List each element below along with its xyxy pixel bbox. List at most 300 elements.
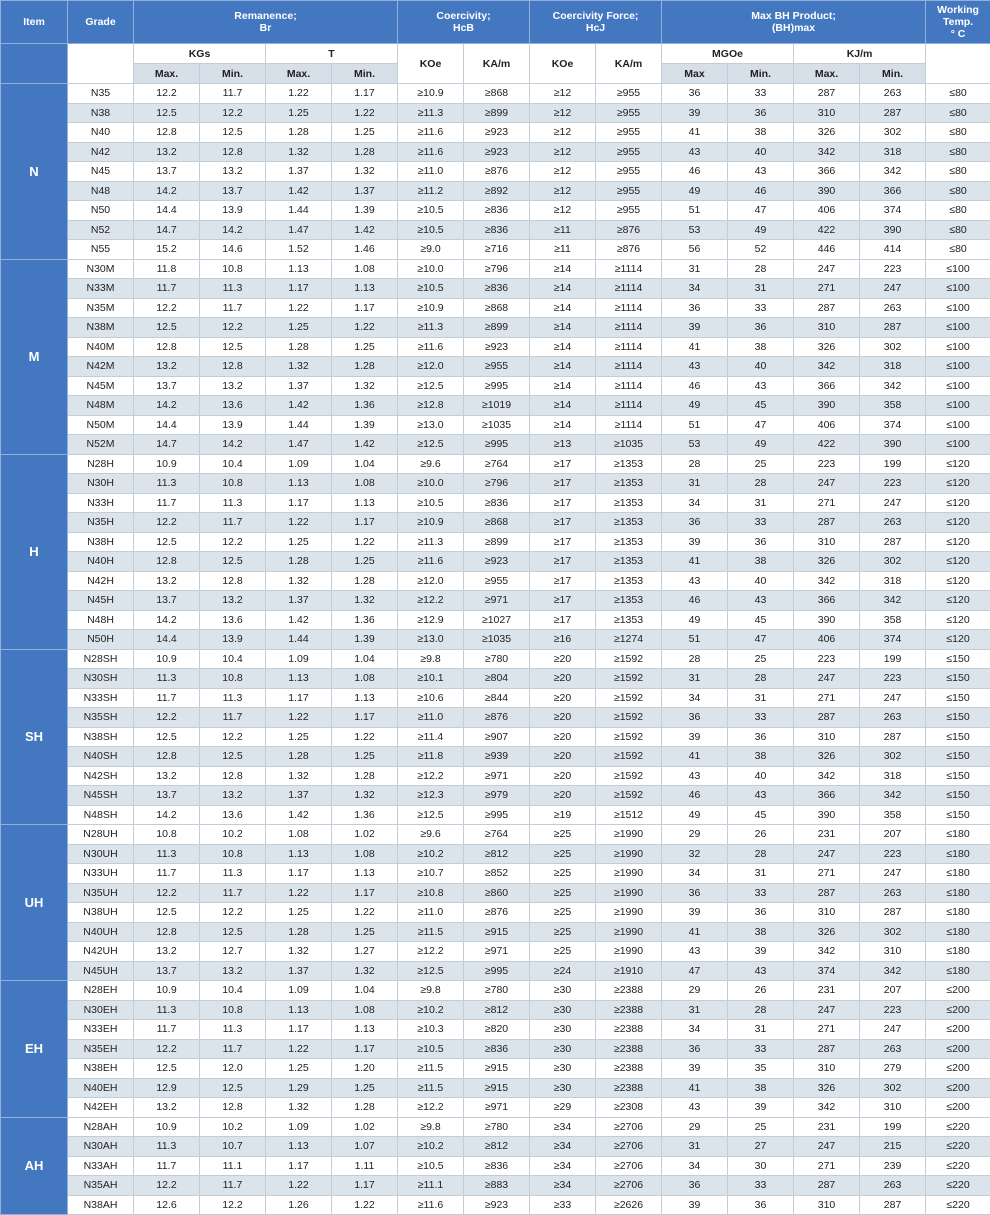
cell-bh-kjm-min: 247 [860,1020,926,1040]
cell-br-t-min: 1.28 [332,357,398,377]
cell-bh-kjm-min: 247 [860,864,926,884]
cell-hcb-kam: ≥852 [464,864,530,884]
table-row [1,162,990,182]
cell-hcj-koe: ≥30 [530,1078,596,1098]
cell-hcb-koe: ≥10.0 [398,474,464,494]
cell-hcj-kam: ≥2388 [596,1078,662,1098]
cell-bh-kjm-max: 342 [794,571,860,591]
cell-br-kgs-max: 10.8 [134,825,200,845]
cell-br-t-min: 1.46 [332,240,398,260]
header-t-max: Max. [266,64,332,84]
cell-hcb-kam: ≥804 [464,669,530,689]
cell-bh-kjm-min: 287 [860,1195,926,1215]
cell-hcb-koe: ≥10.5 [398,1039,464,1059]
cell-br-kgs-max: 12.2 [134,708,200,728]
cell-hcj-kam: ≥1114 [596,376,662,396]
cell-hcb-kam: ≥836 [464,1039,530,1059]
cell-hcj-kam: ≥1990 [596,942,662,962]
table-row [1,922,990,942]
cell-hcj-kam: ≥1114 [596,415,662,435]
cell-hcj-koe: ≥16 [530,630,596,650]
cell-hcb-koe: ≥11.6 [398,337,464,357]
cell-working-temp: ≤100 [926,435,990,455]
cell-br-kgs-max: 13.2 [134,142,200,162]
cell-br-kgs-min: 10.8 [200,259,266,279]
cell-hcb-koe: ≥12.2 [398,591,464,611]
cell-hcb-koe: ≥10.5 [398,220,464,240]
cell-working-temp: ≤80 [926,220,990,240]
cell-br-t-max: 1.28 [266,552,332,572]
table-row [1,181,990,201]
cell-hcj-kam: ≥1990 [596,844,662,864]
cell-grade: N40 [68,123,134,143]
cell-br-kgs-min: 12.2 [200,103,266,123]
cell-hcb-kam: ≥716 [464,240,530,260]
cell-hcb-kam: ≥899 [464,103,530,123]
cell-br-t-max: 1.32 [266,357,332,377]
cell-bh-kjm-max: 326 [794,337,860,357]
cell-hcj-koe: ≥12 [530,181,596,201]
cell-br-t-min: 1.13 [332,864,398,884]
cell-br-t-max: 1.25 [266,903,332,923]
cell-br-kgs-max: 13.2 [134,766,200,786]
cell-br-kgs-min: 10.2 [200,825,266,845]
table-row [1,454,990,474]
cell-bh-kjm-max: 342 [794,766,860,786]
cell-hcj-koe: ≥17 [530,454,596,474]
cell-hcb-koe: ≥10.5 [398,201,464,221]
cell-bh-mgoe-min: 52 [728,240,794,260]
cell-grade: N33UH [68,864,134,884]
cell-bh-mgoe-min: 36 [728,903,794,923]
cell-hcb-koe: ≥12.3 [398,786,464,806]
cell-br-kgs-min: 13.9 [200,201,266,221]
cell-hcj-kam: ≥955 [596,103,662,123]
cell-hcb-kam: ≥796 [464,259,530,279]
cell-bh-mgoe-max: 31 [662,259,728,279]
cell-working-temp: ≤220 [926,1137,990,1157]
table-row [1,805,990,825]
cell-bh-mgoe-min: 36 [728,532,794,552]
cell-bh-mgoe-max: 34 [662,864,728,884]
cell-br-kgs-min: 11.3 [200,493,266,513]
cell-bh-mgoe-max: 46 [662,786,728,806]
cell-bh-mgoe-max: 36 [662,1039,728,1059]
cell-br-t-max: 1.22 [266,84,332,104]
table-row [1,825,990,845]
cell-grade: N42UH [68,942,134,962]
cell-hcj-koe: ≥14 [530,415,596,435]
cell-br-t-max: 1.37 [266,786,332,806]
cell-hcj-kam: ≥1990 [596,903,662,923]
cell-bh-kjm-min: 342 [860,376,926,396]
cell-br-t-min: 1.25 [332,747,398,767]
cell-hcj-kam: ≥1990 [596,825,662,845]
cell-br-kgs-min: 12.5 [200,337,266,357]
cell-bh-mgoe-min: 38 [728,123,794,143]
cell-hcj-koe: ≥20 [530,766,596,786]
cell-hcb-kam: ≥892 [464,181,530,201]
table-row [1,493,990,513]
cell-bh-kjm-min: 342 [860,591,926,611]
cell-bh-mgoe-max: 46 [662,162,728,182]
cell-working-temp: ≤80 [926,162,990,182]
cell-hcj-koe: ≥12 [530,142,596,162]
cell-working-temp: ≤180 [926,922,990,942]
header-kjm: KJ/m [794,44,926,64]
cell-hcb-kam: ≥876 [464,708,530,728]
cell-hcb-koe: ≥10.1 [398,669,464,689]
cell-br-t-max: 1.13 [266,474,332,494]
cell-hcb-kam: ≥1035 [464,630,530,650]
cell-bh-kjm-min: 279 [860,1059,926,1079]
cell-br-kgs-min: 11.3 [200,864,266,884]
cell-br-kgs-max: 13.2 [134,571,200,591]
header-coercivity: Coercivity; HcB [398,1,530,44]
cell-bh-mgoe-max: 46 [662,591,728,611]
cell-bh-mgoe-min: 31 [728,279,794,299]
table-row [1,357,990,377]
table-row [1,844,990,864]
table-row [1,1078,990,1098]
cell-hcj-kam: ≥955 [596,123,662,143]
cell-grade: N35AH [68,1176,134,1196]
cell-hcj-kam: ≥2388 [596,1059,662,1079]
cell-hcb-kam: ≥764 [464,454,530,474]
cell-hcb-kam: ≥971 [464,942,530,962]
cell-br-t-max: 1.44 [266,630,332,650]
cell-br-kgs-min: 14.2 [200,435,266,455]
cell-bh-kjm-min: 390 [860,435,926,455]
cell-hcb-kam: ≥812 [464,1137,530,1157]
cell-br-kgs-max: 12.8 [134,922,200,942]
table-row [1,864,990,884]
cell-hcb-koe: ≥11.5 [398,1059,464,1079]
cell-br-kgs-max: 11.7 [134,864,200,884]
header-item: Item [1,1,68,44]
cell-hcb-kam: ≥812 [464,844,530,864]
cell-working-temp: ≤100 [926,376,990,396]
cell-bh-mgoe-min: 47 [728,630,794,650]
cell-bh-mgoe-min: 49 [728,435,794,455]
header-kgs-max: Max. [134,64,200,84]
cell-hcb-koe: ≥9.8 [398,1117,464,1137]
cell-hcb-kam: ≥955 [464,571,530,591]
cell-working-temp: ≤150 [926,688,990,708]
cell-br-kgs-min: 12.8 [200,571,266,591]
cell-grade: N28EH [68,981,134,1001]
cell-working-temp: ≤150 [926,805,990,825]
cell-working-temp: ≤220 [926,1117,990,1137]
cell-br-t-min: 1.22 [332,1195,398,1215]
cell-bh-kjm-max: 446 [794,240,860,260]
cell-br-kgs-max: 12.2 [134,883,200,903]
table-row [1,961,990,981]
cell-bh-mgoe-min: 28 [728,1000,794,1020]
cell-hcj-koe: ≥17 [530,552,596,572]
cell-bh-mgoe-max: 34 [662,493,728,513]
cell-hcb-kam: ≥860 [464,883,530,903]
cell-bh-mgoe-min: 31 [728,1020,794,1040]
cell-hcj-kam: ≥1990 [596,864,662,884]
cell-br-kgs-min: 12.2 [200,318,266,338]
cell-br-t-max: 1.37 [266,162,332,182]
header-t: T [266,44,398,64]
cell-bh-mgoe-min: 36 [728,727,794,747]
cell-br-kgs-min: 11.7 [200,1176,266,1196]
cell-hcb-kam: ≥995 [464,435,530,455]
cell-grade: N38EH [68,1059,134,1079]
cell-grade: N45M [68,376,134,396]
cell-hcb-koe: ≥12.9 [398,610,464,630]
cell-br-kgs-min: 12.2 [200,727,266,747]
cell-br-t-min: 1.02 [332,1117,398,1137]
cell-hcb-kam: ≥1027 [464,610,530,630]
cell-br-kgs-min: 12.5 [200,922,266,942]
cell-bh-kjm-min: 374 [860,415,926,435]
cell-hcb-kam: ≥907 [464,727,530,747]
cell-grade: N38SH [68,727,134,747]
cell-hcj-koe: ≥14 [530,357,596,377]
cell-br-t-min: 1.37 [332,181,398,201]
cell-working-temp: ≤120 [926,630,990,650]
cell-working-temp: ≤200 [926,981,990,1001]
cell-bh-mgoe-min: 43 [728,961,794,981]
cell-hcj-kam: ≥1990 [596,922,662,942]
cell-br-t-max: 1.44 [266,201,332,221]
table-row [1,84,990,104]
cell-bh-kjm-min: 223 [860,844,926,864]
cell-working-temp: ≤80 [926,201,990,221]
header-t-min: Min. [332,64,398,84]
cell-bh-kjm-max: 422 [794,220,860,240]
table-row [1,883,990,903]
cell-bh-mgoe-max: 36 [662,1176,728,1196]
cell-grade: N35EH [68,1039,134,1059]
cell-hcb-kam: ≥971 [464,766,530,786]
cell-bh-mgoe-max: 36 [662,298,728,318]
cell-grade: N38AH [68,1195,134,1215]
cell-br-t-min: 1.28 [332,571,398,591]
cell-bh-kjm-max: 310 [794,103,860,123]
cell-hcb-koe: ≥10.0 [398,259,464,279]
cell-br-kgs-max: 12.8 [134,747,200,767]
cell-br-t-min: 1.22 [332,318,398,338]
cell-hcj-koe: ≥29 [530,1098,596,1118]
cell-hcb-kam: ≥836 [464,201,530,221]
cell-bh-mgoe-min: 38 [728,922,794,942]
cell-bh-mgoe-min: 45 [728,610,794,630]
cell-bh-mgoe-max: 56 [662,240,728,260]
cell-working-temp: ≤220 [926,1195,990,1215]
cell-bh-kjm-max: 223 [794,649,860,669]
cell-working-temp: ≤120 [926,454,990,474]
cell-br-t-min: 1.08 [332,259,398,279]
table-row [1,474,990,494]
cell-hcj-koe: ≥14 [530,298,596,318]
cell-bh-mgoe-max: 36 [662,84,728,104]
cell-br-t-max: 1.22 [266,1176,332,1196]
table-row [1,727,990,747]
cell-bh-kjm-max: 287 [794,298,860,318]
cell-br-kgs-min: 12.7 [200,942,266,962]
cell-br-t-min: 1.42 [332,220,398,240]
cell-grade: N45 [68,162,134,182]
cell-grade: N30M [68,259,134,279]
cell-hcj-koe: ≥25 [530,844,596,864]
cell-working-temp: ≤150 [926,708,990,728]
cell-bh-mgoe-min: 45 [728,805,794,825]
cell-working-temp: ≤180 [926,961,990,981]
cell-hcj-koe: ≥13 [530,435,596,455]
cell-bh-mgoe-min: 46 [728,181,794,201]
cell-grade: N33M [68,279,134,299]
cell-working-temp: ≤180 [926,883,990,903]
table-row [1,786,990,806]
cell-bh-kjm-min: 310 [860,942,926,962]
cell-br-kgs-min: 11.7 [200,883,266,903]
cell-hcj-kam: ≥955 [596,84,662,104]
cell-hcb-kam: ≥923 [464,337,530,357]
cell-br-t-min: 1.32 [332,591,398,611]
cell-hcj-kam: ≥1114 [596,259,662,279]
cell-working-temp: ≤150 [926,727,990,747]
cell-br-kgs-min: 10.4 [200,649,266,669]
cell-bh-mgoe-min: 36 [728,1195,794,1215]
cell-br-kgs-min: 11.7 [200,84,266,104]
cell-bh-kjm-min: 318 [860,571,926,591]
cell-hcj-koe: ≥25 [530,942,596,962]
cell-hcb-koe: ≥11.0 [398,708,464,728]
cell-hcj-koe: ≥30 [530,1000,596,1020]
table-row [1,688,990,708]
cell-hcj-kam: ≥1512 [596,805,662,825]
cell-br-t-max: 1.37 [266,376,332,396]
cell-br-kgs-min: 13.2 [200,961,266,981]
cell-working-temp: ≤80 [926,103,990,123]
cell-br-t-min: 1.07 [332,1137,398,1157]
cell-hcb-koe: ≥10.2 [398,1000,464,1020]
cell-hcb-kam: ≥836 [464,493,530,513]
cell-working-temp: ≤80 [926,181,990,201]
cell-hcj-koe: ≥17 [530,591,596,611]
cell-bh-kjm-max: 366 [794,786,860,806]
cell-hcj-kam: ≥1592 [596,669,662,689]
table-row [1,1039,990,1059]
cell-bh-kjm-min: 374 [860,201,926,221]
cell-bh-kjm-max: 326 [794,747,860,767]
cell-br-t-max: 1.09 [266,454,332,474]
cell-working-temp: ≤120 [926,552,990,572]
cell-bh-mgoe-max: 34 [662,1020,728,1040]
cell-br-t-min: 1.20 [332,1059,398,1079]
cell-hcj-koe: ≥20 [530,688,596,708]
cell-hcb-koe: ≥9.6 [398,454,464,474]
cell-br-t-min: 1.17 [332,1176,398,1196]
cell-br-t-max: 1.13 [266,669,332,689]
cell-bh-mgoe-min: 31 [728,688,794,708]
header-hcj-kam: KA/m [596,44,662,84]
cell-hcb-koe: ≥12.8 [398,396,464,416]
cell-bh-kjm-max: 247 [794,1000,860,1020]
cell-br-t-min: 1.13 [332,1020,398,1040]
cell-hcj-koe: ≥14 [530,279,596,299]
cell-br-t-max: 1.09 [266,981,332,1001]
cell-bh-kjm-min: 302 [860,922,926,942]
table-row [1,571,990,591]
cell-bh-kjm-max: 390 [794,610,860,630]
cell-br-kgs-max: 12.2 [134,1039,200,1059]
cell-hcb-koe: ≥12.2 [398,1098,464,1118]
cell-br-t-max: 1.28 [266,337,332,357]
cell-bh-mgoe-max: 43 [662,766,728,786]
cell-br-kgs-min: 13.2 [200,786,266,806]
cell-br-kgs-max: 10.9 [134,649,200,669]
cell-working-temp: ≤180 [926,844,990,864]
cell-bh-kjm-min: 302 [860,1078,926,1098]
cell-br-kgs-max: 14.2 [134,805,200,825]
item-group-label: UH [1,825,68,981]
cell-hcj-koe: ≥12 [530,103,596,123]
cell-bh-kjm-min: 287 [860,727,926,747]
cell-br-t-min: 1.28 [332,766,398,786]
cell-bh-mgoe-max: 39 [662,532,728,552]
cell-hcb-kam: ≥971 [464,1098,530,1118]
cell-bh-kjm-min: 414 [860,240,926,260]
cell-hcb-koe: ≥13.0 [398,415,464,435]
cell-hcb-koe: ≥13.0 [398,630,464,650]
table-row [1,240,990,260]
table-row [1,1156,990,1176]
cell-hcj-koe: ≥34 [530,1176,596,1196]
cell-hcj-koe: ≥19 [530,805,596,825]
cell-bh-kjm-min: 358 [860,805,926,825]
cell-hcb-kam: ≥915 [464,1059,530,1079]
cell-working-temp: ≤200 [926,1059,990,1079]
cell-grade: N40UH [68,922,134,942]
cell-grade: N50 [68,201,134,221]
cell-bh-kjm-min: 207 [860,981,926,1001]
cell-working-temp: ≤220 [926,1156,990,1176]
cell-bh-kjm-max: 422 [794,435,860,455]
cell-bh-mgoe-max: 41 [662,1078,728,1098]
cell-grade: N28H [68,454,134,474]
cell-bh-mgoe-max: 46 [662,376,728,396]
cell-bh-kjm-min: 287 [860,532,926,552]
cell-br-kgs-max: 14.4 [134,415,200,435]
cell-hcb-koe: ≥12.0 [398,357,464,377]
cell-bh-mgoe-max: 41 [662,747,728,767]
cell-working-temp: ≤150 [926,747,990,767]
cell-working-temp: ≤100 [926,415,990,435]
cell-working-temp: ≤80 [926,84,990,104]
cell-hcj-kam: ≥1353 [596,571,662,591]
table-row [1,337,990,357]
cell-grade: N33AH [68,1156,134,1176]
cell-hcb-koe: ≥9.8 [398,981,464,1001]
header-max-bh-product: Max BH Product; (BH)max [662,1,926,44]
cell-br-kgs-min: 10.8 [200,844,266,864]
cell-hcj-kam: ≥2706 [596,1117,662,1137]
cell-br-t-max: 1.22 [266,1039,332,1059]
cell-br-t-min: 1.04 [332,981,398,1001]
table-row [1,669,990,689]
header-item-spacer [1,44,68,84]
cell-grade: N30UH [68,844,134,864]
cell-hcj-kam: ≥1114 [596,298,662,318]
cell-hcj-kam: ≥955 [596,162,662,182]
cell-bh-mgoe-max: 47 [662,961,728,981]
